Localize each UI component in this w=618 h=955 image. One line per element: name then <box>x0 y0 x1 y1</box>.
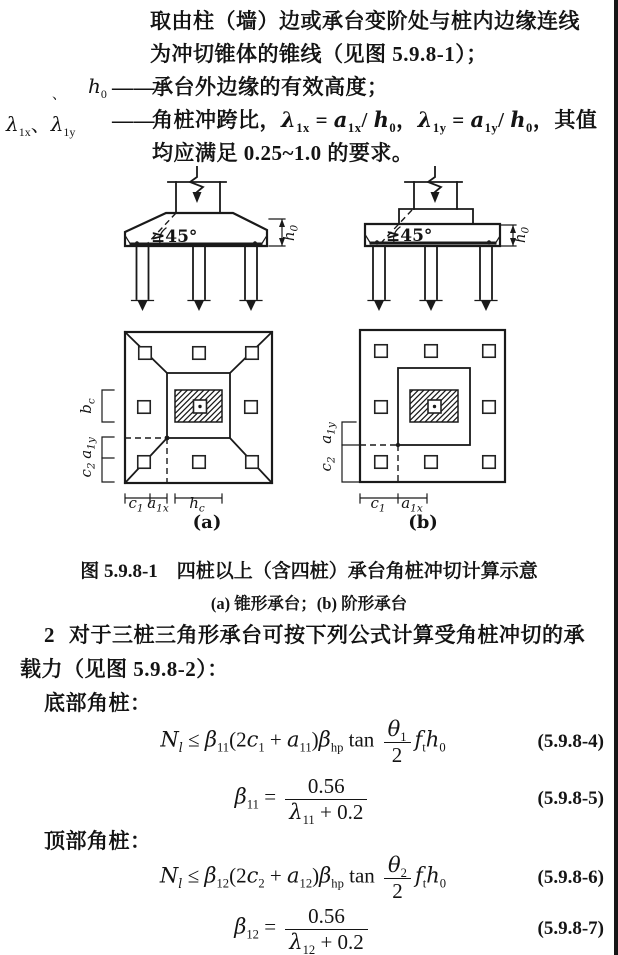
pile-square <box>138 456 151 469</box>
formula-row <box>0 716 606 768</box>
pile <box>425 246 437 299</box>
pile-square <box>245 401 258 414</box>
scan-edge-artifact <box>614 0 618 955</box>
item-number: 2 <box>44 623 55 647</box>
rebar-dot <box>253 241 257 245</box>
pile-square <box>483 345 496 358</box>
pile-square <box>246 456 259 469</box>
definition-term-lambda: $\lambda_{1x}$、$\lambda_{1y}$ <box>6 112 76 139</box>
pile-square <box>425 456 438 469</box>
equation-number: (5.9.8-5) <box>537 788 604 809</box>
pile-square <box>375 401 388 414</box>
angle-label: ≥45° <box>151 227 198 247</box>
pile-square <box>483 456 496 469</box>
load-arrow-head <box>193 192 202 203</box>
intro-line-2: 为冲切锥体的锥线（见图 5.9.8-1）； <box>150 42 488 66</box>
definition-desc-h0: 承台外边缘的有效高度； <box>152 75 389 99</box>
definition-dash: —— <box>112 75 155 99</box>
pile-break-arrow <box>138 301 148 312</box>
formula-row <box>0 902 606 955</box>
pile-square <box>193 456 206 469</box>
figure-subcaption: (a) 锥形承台；(b) 阶形承台 <box>210 594 408 613</box>
dim-c2 <box>342 445 360 482</box>
pile-square <box>138 401 151 414</box>
rebar-dot <box>135 241 139 245</box>
center-pile-dot <box>433 405 436 408</box>
cone-vertex-dot <box>165 436 170 441</box>
intro-line-1: 取由柱（墙）边或承台变阶处与桩内边缘连线 <box>150 9 580 33</box>
top-corner-pile-heading: 顶部角桩： <box>44 829 152 853</box>
load-arrow-shaft <box>428 166 441 192</box>
pile-square <box>246 347 259 360</box>
pile-square <box>193 347 206 360</box>
dim-label-c1: $c_1$ <box>128 494 144 515</box>
paragraph-2-line-1 <box>44 622 585 648</box>
paragraph-2-text: 对于三桩三角形承台可按下列公式计算受角桩冲切的承 <box>69 623 585 647</box>
pile-square <box>139 347 152 360</box>
angle-label: ≥45° <box>386 226 433 246</box>
plan-a <box>77 332 272 533</box>
dim-label-hc: $h_c$ <box>189 494 205 515</box>
dim-label-bc: $b_c$ <box>77 398 98 414</box>
pile-break-arrow <box>246 301 256 312</box>
figure-caption: 图 5.9.8-1 四桩以上（含四桩）承台角桩冲切计算示意 <box>80 561 538 582</box>
definition-desc-lambda: 角桩冲跨比，$\lambda_{1x} = a_{1x}/$ $h_0$，$\lambda_{1y} = a_{1y}/$ $h_0$，其值 <box>152 107 598 136</box>
formula-5-9-8-7: $\beta_{12}$ = $\frac{0.56}{\lambda_{12} + 0.2}$ <box>234 904 372 953</box>
bottom-corner-pile-heading: 底部角桩： <box>44 691 152 715</box>
dim-label-a1y: $a_{1y}$ <box>77 437 98 459</box>
pile <box>373 246 385 299</box>
pile-square <box>375 456 388 469</box>
definition-dash: —— <box>112 108 155 132</box>
dim-arrow <box>510 225 516 233</box>
formula-5-9-8-6: $N_l \le \beta_{12}(2c_2 + a_{12})\beta_{hp}$ tan $\frac{\theta_2}{2}$ $f_th_0$ <box>159 853 447 903</box>
sublabel-a: (a) <box>192 512 222 533</box>
cone-vertex-dot <box>396 443 400 447</box>
dim-label-a1x: $a_{1x}$ <box>147 494 169 515</box>
dim-label-a1x: $a_{1x}$ <box>401 494 423 515</box>
pile <box>137 246 149 299</box>
pile-break-arrow <box>194 301 204 312</box>
formula-5-9-8-4: $N_l \le \beta_{11}(2c_1 + a_{11})\beta_{hp}$ tan $\frac{\theta_1}{2}$ $f_th_0$ <box>160 717 446 767</box>
center-pile-dot <box>198 405 201 408</box>
pile <box>245 246 257 299</box>
rebar-dot <box>487 240 491 244</box>
elevation-a <box>125 166 301 311</box>
definition-desc-continuation: 均应满足 0.25~1.0 的要求。 <box>152 141 414 165</box>
load-arrow-head <box>431 192 440 203</box>
pile-break-arrow <box>481 301 491 312</box>
dim-label-c1: $c_1$ <box>370 494 386 515</box>
pile-break-arrow <box>426 301 436 312</box>
rebar-dot <box>375 240 379 244</box>
formula-row <box>0 772 606 826</box>
pile-break-arrow <box>374 301 384 312</box>
plan-b <box>317 330 505 533</box>
dim-c2 <box>102 458 114 482</box>
dim-label-c2: $c_2$ <box>77 462 98 478</box>
load-arrow-shaft <box>190 166 203 192</box>
pile-square <box>425 345 438 358</box>
pile-square <box>375 345 388 358</box>
list-mark: 、 <box>52 88 66 103</box>
equation-number: (5.9.8-4) <box>537 731 604 752</box>
dim-arrow <box>279 219 285 227</box>
h0-label: $h_0$ <box>511 226 532 244</box>
dim-a1y <box>342 422 360 445</box>
dim-label-c2: $c_2$ <box>317 456 338 472</box>
formula-row <box>0 852 606 904</box>
equation-number: (5.9.8-6) <box>537 867 604 888</box>
equation-number: (5.9.8-7) <box>537 918 604 939</box>
sublabel-b: (b) <box>408 512 438 533</box>
dim-bc <box>102 390 114 422</box>
formula-5-9-8-5: $\beta_{11}$ = $\frac{0.56}{\lambda_{11} + 0.2}$ <box>235 774 372 823</box>
pile <box>193 246 205 299</box>
figure-5-9-8-1 <box>0 166 618 538</box>
elevation-b <box>365 166 532 311</box>
pile-square <box>483 401 496 414</box>
dim-a1y <box>102 437 114 458</box>
definition-term-h0: $h_0$ <box>88 74 107 101</box>
h0-label: $h_0$ <box>280 224 301 242</box>
pile <box>480 246 492 299</box>
paragraph-2-line-2: 载力（见图 5.9.8-2）： <box>20 657 229 681</box>
dim-label-a1y: $a_{1y}$ <box>317 422 338 444</box>
